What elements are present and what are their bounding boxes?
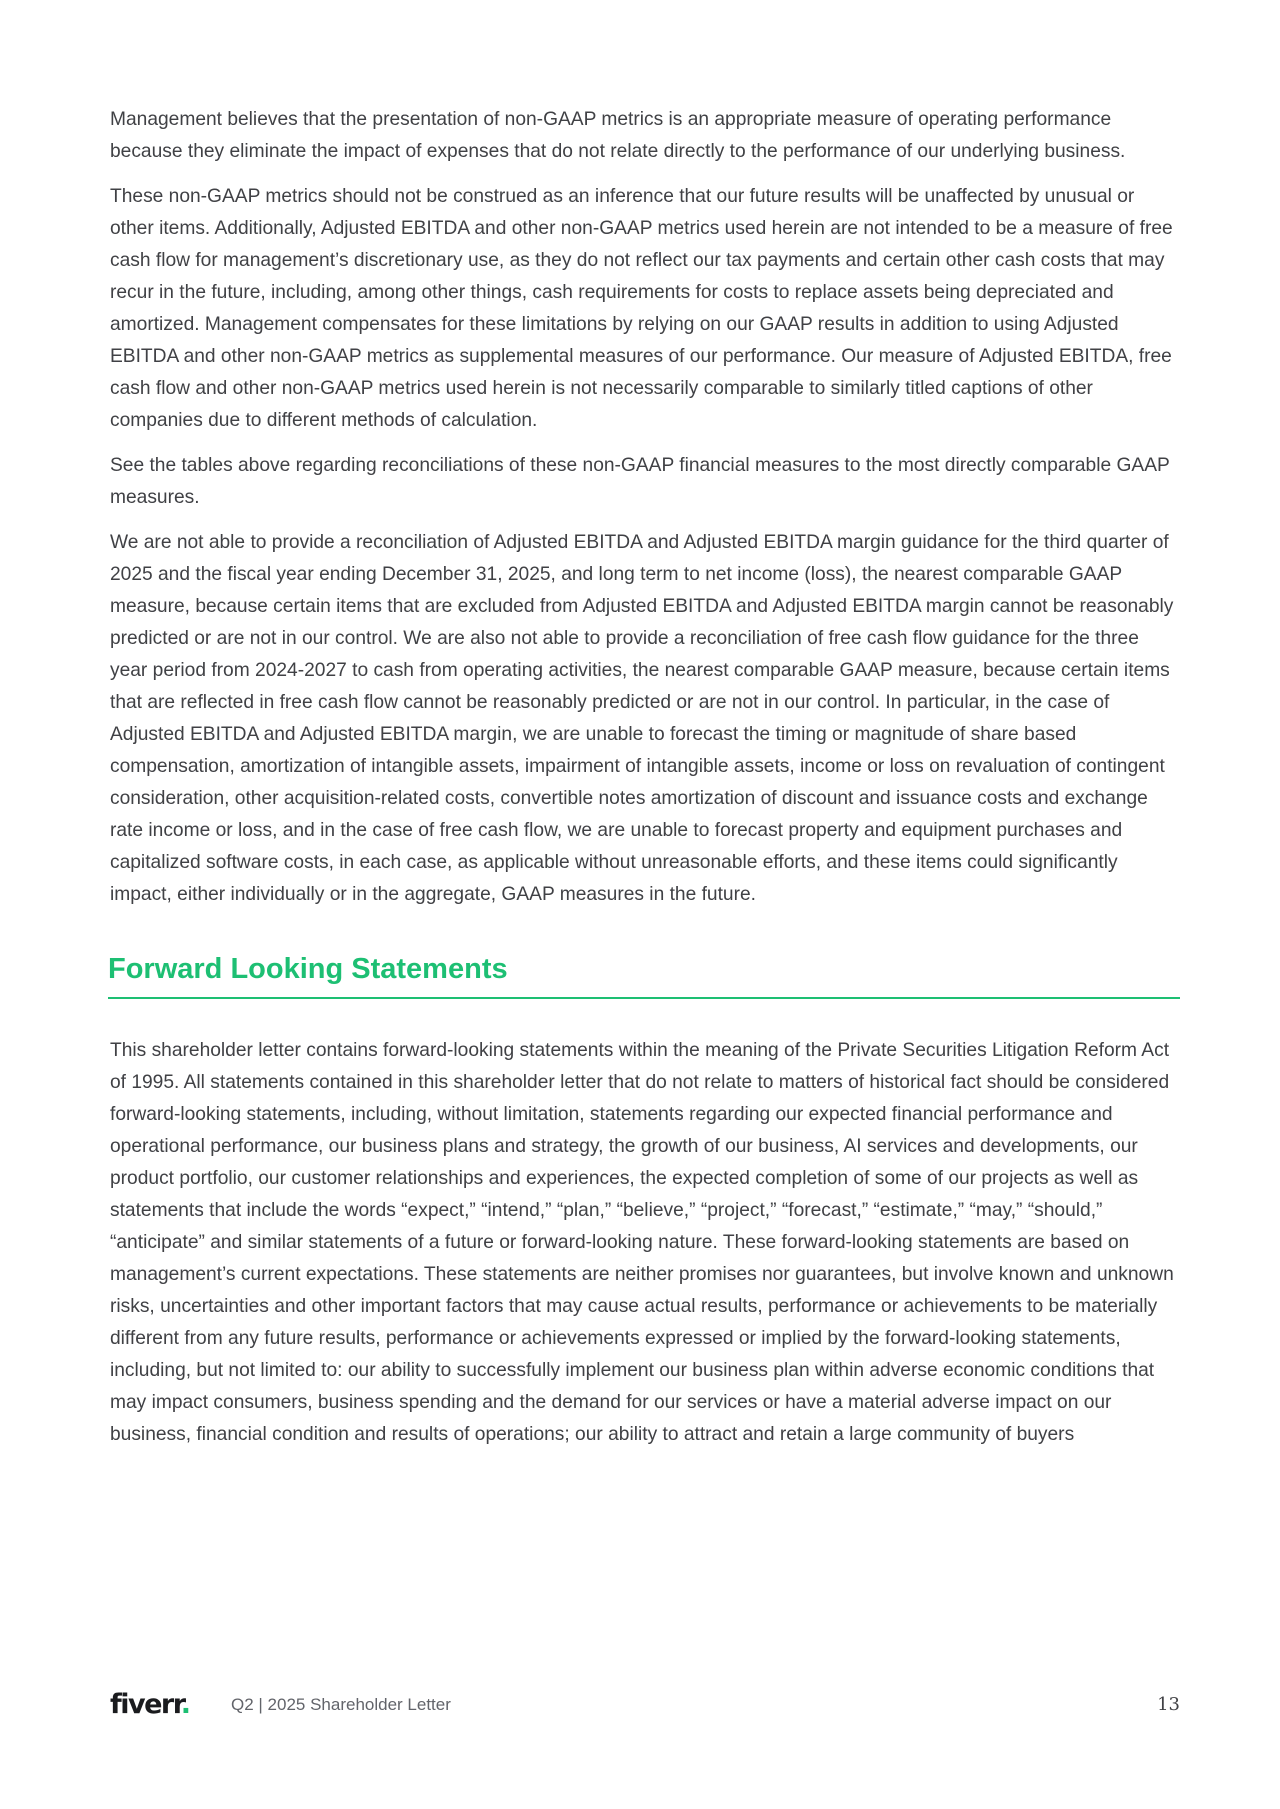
paragraph-forward-looking-body: This shareholder letter contains forward-looking statements within the meaning of the Private Securities Litigation Reform Act of 1995. All statements contained in this shareholder letter that do not relate to matters of historical fact should be considered forward-looking statements, including, without limitation, statements regarding our expected financial performance and operational performance, our business plans and strategy, the growth of our business, AI services and developments, our product portfolio, our customer relationships and experiences, the expected completion of some of our projects as well as statements that include the words “expect,” “intend,” “plan,” “believe,” “project,” “forecast,” “estimate,” “may,” “should,” “anticipate” and similar statements of a future or forward-looking nature. These forward-looking statements are based on management’s current expectations. These statements are neither promises nor guarantees, but involve known and unknown risks, uncertainties and other important factors that may cause actual results, performance or achievements to be materially different from any future results, performance or achievements expressed or implied by the forward-looking statements, including, but not limited to: our ability to successfully implement our business plan within adverse economic conditions that may impact consumers, business spending and the demand for our services or have a material adverse impact on our business, financial condition and results of operations; our ability to attract and retain a large community of buyers xyxy=(110,1040,1174,1445)
paragraph-non-gaap-limitations: These non-GAAP metrics should not be construed as an inference that our future results will be unaffected by unusual or other items. Additionally, Adjusted EBITDA and other non-GAAP metrics used herein are not intended to be a measure of free cash flow for management’s discretionary use, as they do not reflect our tax payments and certain other cash costs that may recur in the future, including, among other things, cash requirements for costs to replace assets being depreciated and amortized. Management compensates for these limitations by relying on our GAAP results in addition to using Adjusted EBITDA and other non-GAAP metrics as supplemental measures of our performance. Our measure of Adjusted EBITDA, free cash flow and other non-GAAP metrics used herein is not necessarily comparable to similarly titled captions of other companies due to different methods of calculation. xyxy=(110,186,1173,431)
footer-document-label: Q2 | 2025 Shareholder Letter xyxy=(231,1695,451,1714)
page-footer xyxy=(110,1688,1180,1722)
logo-wordmark: fiverr xyxy=(110,1689,181,1720)
page-content xyxy=(110,104,1180,1464)
fiverr-logo xyxy=(110,1688,189,1722)
paragraph-non-gaap-rationale: Management believes that the presentation of non-GAAP metrics is an appropriate measure of operating performance because they eliminate the impact of expenses that do not relate directly to the performance of our underlying business. xyxy=(110,109,1126,162)
logo-dot: . xyxy=(180,1689,190,1720)
page-number: 13 xyxy=(1157,1694,1180,1715)
section-heading-forward-looking: Forward Looking Statements xyxy=(108,949,1180,999)
paragraph-guidance-reconciliation: We are not able to provide a reconciliation of Adjusted EBITDA and Adjusted EBITDA margin guidance for the third quarter of 2025 and the fiscal year ending December 31, 2025, and long term to net income (loss), the nearest comparable GAAP measure, because certain items that are excluded from Adjusted EBITDA and Adjusted EBITDA margin cannot be reasonably predicted or are not in our control. We are also not able to provide a reconciliation of free cash flow guidance for the three year period from 2024-2027 to cash from operating activities, the nearest comparable GAAP measure, because certain items that are reflected in free cash flow cannot be reasonably predicted or are not in our control. In particular, in the case of Adjusted EBITDA and Adjusted EBITDA margin, we are unable to forecast the timing or magnitude of share based compensation, amortization of intangible assets, impairment of intangible assets, income or loss on revaluation of contingent consideration, other acquisition-related costs, convertible notes amortization of discount and issuance costs and exchange rate income or loss, and in the case of free cash flow, we are unable to forecast property and equipment purchases and capitalized software costs, in each case, as applicable without unreasonable efforts, and these items could significantly impact, either individually or in the aggregate, GAAP measures in the future. xyxy=(110,532,1174,905)
paragraph-reconciliation-reference: See the tables above regarding reconciliations of these non-GAAP financial measures to the most directly comparable GAAP measures. xyxy=(110,455,1170,508)
